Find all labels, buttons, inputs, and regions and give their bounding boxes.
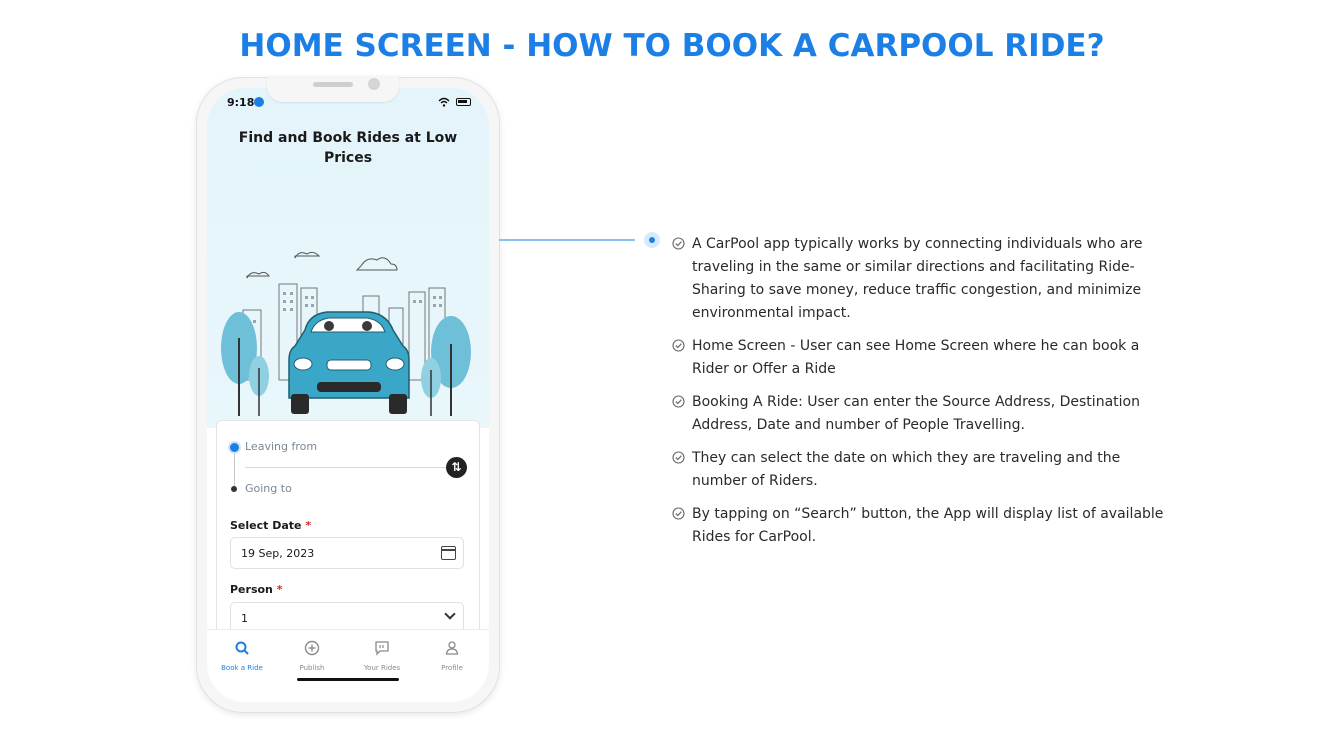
date-field[interactable] [230,537,464,569]
feature-text: By tapping on “Search” button, the App will display list of available Rides for CarPool. [692,506,1164,545]
hero-section [207,88,489,428]
home-indicator [297,678,399,681]
plus-circle-icon [304,640,320,656]
select-date-label: Select Date * [230,519,312,532]
check-circle-icon [672,451,685,464]
front-camera [368,78,380,90]
going-to-input[interactable]: Going to [245,482,292,495]
swap-locations-button[interactable]: ⇅ [446,457,467,478]
check-circle-icon [672,237,685,250]
origin-dot-icon [230,443,239,452]
feature-text: Booking A Ride: User can enter the Source Address, Destination Address, Date and number of People Travelling. [692,394,1140,433]
speaker-grille [313,82,353,87]
check-circle-icon [672,395,685,408]
city-car-illustration [217,248,479,418]
person-label: Person * [230,583,283,596]
leaving-from-input[interactable]: Leaving from [245,440,318,453]
calendar-icon[interactable] [441,546,456,560]
bottom-nav [207,629,489,702]
location-arrow-icon [254,97,264,107]
tab-book-a-ride[interactable]: Book a Ride [207,640,277,672]
required-mark: * [305,519,312,532]
list-item [672,335,1172,381]
route-divider [245,467,459,468]
list-item [672,447,1172,493]
wifi-icon [438,97,450,107]
list-item [672,391,1172,437]
tab-your-rides[interactable]: Your Rides [347,640,417,672]
person-value: 1 [241,612,248,625]
route-line [234,451,235,491]
tab-publish[interactable]: Publish [277,640,347,672]
phone-mockup [197,78,499,712]
date-value: 19 Sep, 2023 [241,547,315,560]
feature-text: Home Screen - User can see Home Screen where he can book a Rider or Offer a Ride [692,338,1140,377]
check-circle-icon [672,507,685,520]
list-item [672,233,1172,325]
list-item [672,503,1172,549]
search-icon [234,640,250,656]
hero-title: Find and Book Rides at Low Prices [238,130,458,166]
page-title: HOME SCREEN - HOW TO BOOK A CARPOOL RIDE? [239,28,1105,64]
required-mark: * [276,583,283,596]
connector-line [499,239,635,241]
feature-list [672,233,1172,559]
phone-screen [207,88,489,702]
feature-text: A CarPool app typically works by connecting individuals who are traveling in the same or similar directions and facilitating Ride-Sharing to save money, reduce traffic congestion, and minimize environmental impact. [692,236,1143,321]
battery-icon [456,98,471,106]
phone-notch [267,76,399,102]
tab-profile[interactable]: Profile [417,640,487,672]
destination-dot-icon [231,486,237,492]
status-time: 9:18 [227,96,255,109]
chat-icon [374,640,390,656]
user-icon [444,640,460,656]
feature-text: They can select the date on which they are traveling and the number of Riders. [692,450,1121,489]
connector-dot-icon [644,232,660,248]
chevron-down-icon[interactable] [444,608,455,619]
check-circle-icon [672,339,685,352]
